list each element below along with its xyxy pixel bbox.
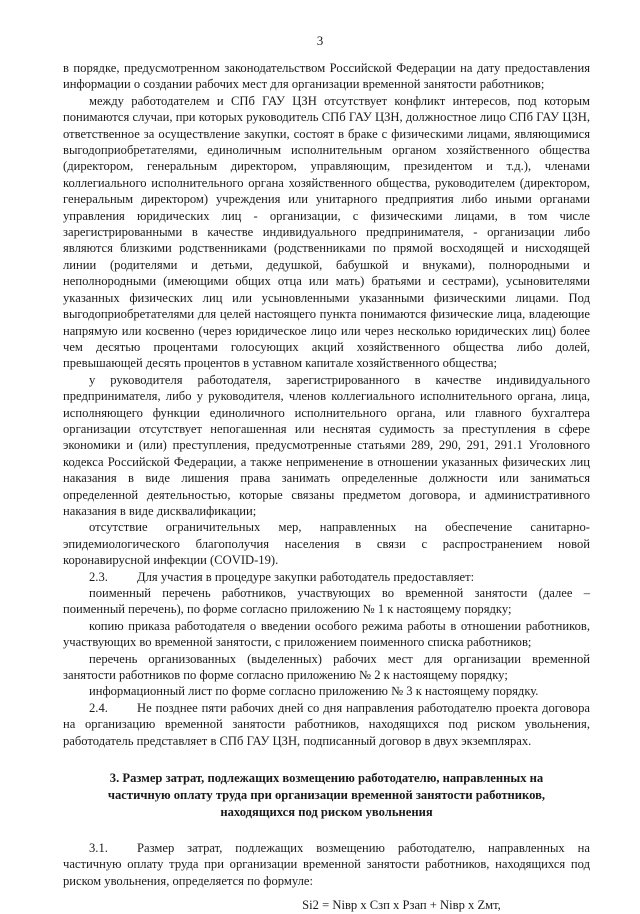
clause-text: Не позднее пяти рабочих дней со дня направления работодателю проекта договора на организацию временной занятости работников, находящихся под риском увольнения, работодатель представляет в СПб ГАУ ЦЗН, подписанный договор в двух экземплярах. [63,700,590,748]
clause-2-3 [63,569,590,585]
list-item: поименный перечень работников, участвующих во временной занятости (далее – поименный перечень), по форме согласно приложению № 1 к настоящему порядку; [63,586,590,617]
paragraph: отсутствие ограничительных мер, направленных на обеспечение санитарно-эпидемиологического благополучия населения в связи с распространением новой коронавирусной инфекции (COVID-19). [63,520,590,568]
clause-number: 3.1. [89,841,108,856]
clause-number: 2.4. [89,700,108,715]
clause-number: 2.3. [89,569,108,584]
clause-2-4 [63,700,590,749]
section-heading: 3. Размер затрат, подлежащих возмещению работодателю, направленных на частичную оплату труда при организации временной занятости работников, находящихся под риском увольнения [107,771,546,820]
paragraph: в порядке, предусмотренном законодательством Российской Федерации на дату предоставления информации о создании рабочих мест для организации временной занятости работников; [63,61,590,92]
clause-text: Размер затрат, подлежащих возмещению работодателю, направленных на частичную оплату труда при организации временной занятости работников, находящихся под риском увольнения, определяется по формуле: [63,841,590,888]
document-body [63,60,590,914]
clause-3-1 [63,840,590,889]
paragraph: между работодателем и СПб ГАУ ЦЗН отсутствует конфликт интересов, под которым понимаются случаи, при которых руководитель СПб ГАУ ЦЗН, должностное лицо СПб ГАУ ЦЗН, ответственное за осуществление закупки, состоят в браке с физическими лицами, являющимися выгодоприобретателями, единоличным исполнительным органом хозяйственного общества (директором, генеральным директором, управляющим, президентом и т.д.), членами коллегиального исполнительного органа хозяйственного общества, руководителем (директором, генеральным директором) учреждения или унитарного предприятия либо иными органами управления юридических лиц - организации, с физическими лицами, в том числе зарегистрированными в качестве индивидуального предпринимателя, - организации либо являются близкими родственниками (родственниками по прямой восходящей и нисходящей линии (родителями и детьми, дедушкой, бабушкой и внуками), полнородными и неполнородными (имеющими общих отца или мать) братьями и сестрами), усыновителями указанных физических лиц или усыновленными указанными физическими лицами. Под выгодоприобретателями для целей настоящего пункта понимаются физические лица, владеющие напрямую или косвенно (через юридическое лицо или через несколько юридических лиц) более чем десятью процентами голосующих акций хозяйственного общества либо долей, превышающей десять процентов в уставном капитале хозяйственного общества; [63,93,590,371]
formula: Si2 = Niвр x Сзп x Рзап + Niвр x Zмт, [302,898,501,913]
paragraph: у руководителя работодателя, зарегистрированного в качестве индивидуального предпринимателя, либо у руководителя, членов коллегиального исполнительного органа, лица, исполняющего функции единоличного исполнительного органа, или главного бухгалтера организации отсутствует непогашенная или неснятая судимость за преступления в сфере экономики и (или) преступления, предусмотренные статьями 289, 290, 291, 291.1 Уголовного кодекса Российской Федерации, а также неприменение в отношении указанных физических лиц наказания в виде лишения права занимать определенные должности или заниматься определенной деятельностью, которые связаны предметом договора, и административного наказания в виде дисквалификации; [63,372,590,518]
clause-text: Для участия в процедуре закупки работодатель предоставляет: [137,569,475,584]
list-item: копию приказа работодателя о введении особого режима работы в отношении работников, участвующих во временной занятости, с приложением поименного списка работников; [63,618,590,650]
list-item: информационный лист по форме согласно приложению № 3 к настоящему порядку. [89,684,539,699]
page-number: 3 [316,33,324,48]
list-item: перечень организованных (выделенных) рабочих мест для организации временной занятости работников по форме согласно приложению № 2 к настоящему порядку; [63,651,590,683]
